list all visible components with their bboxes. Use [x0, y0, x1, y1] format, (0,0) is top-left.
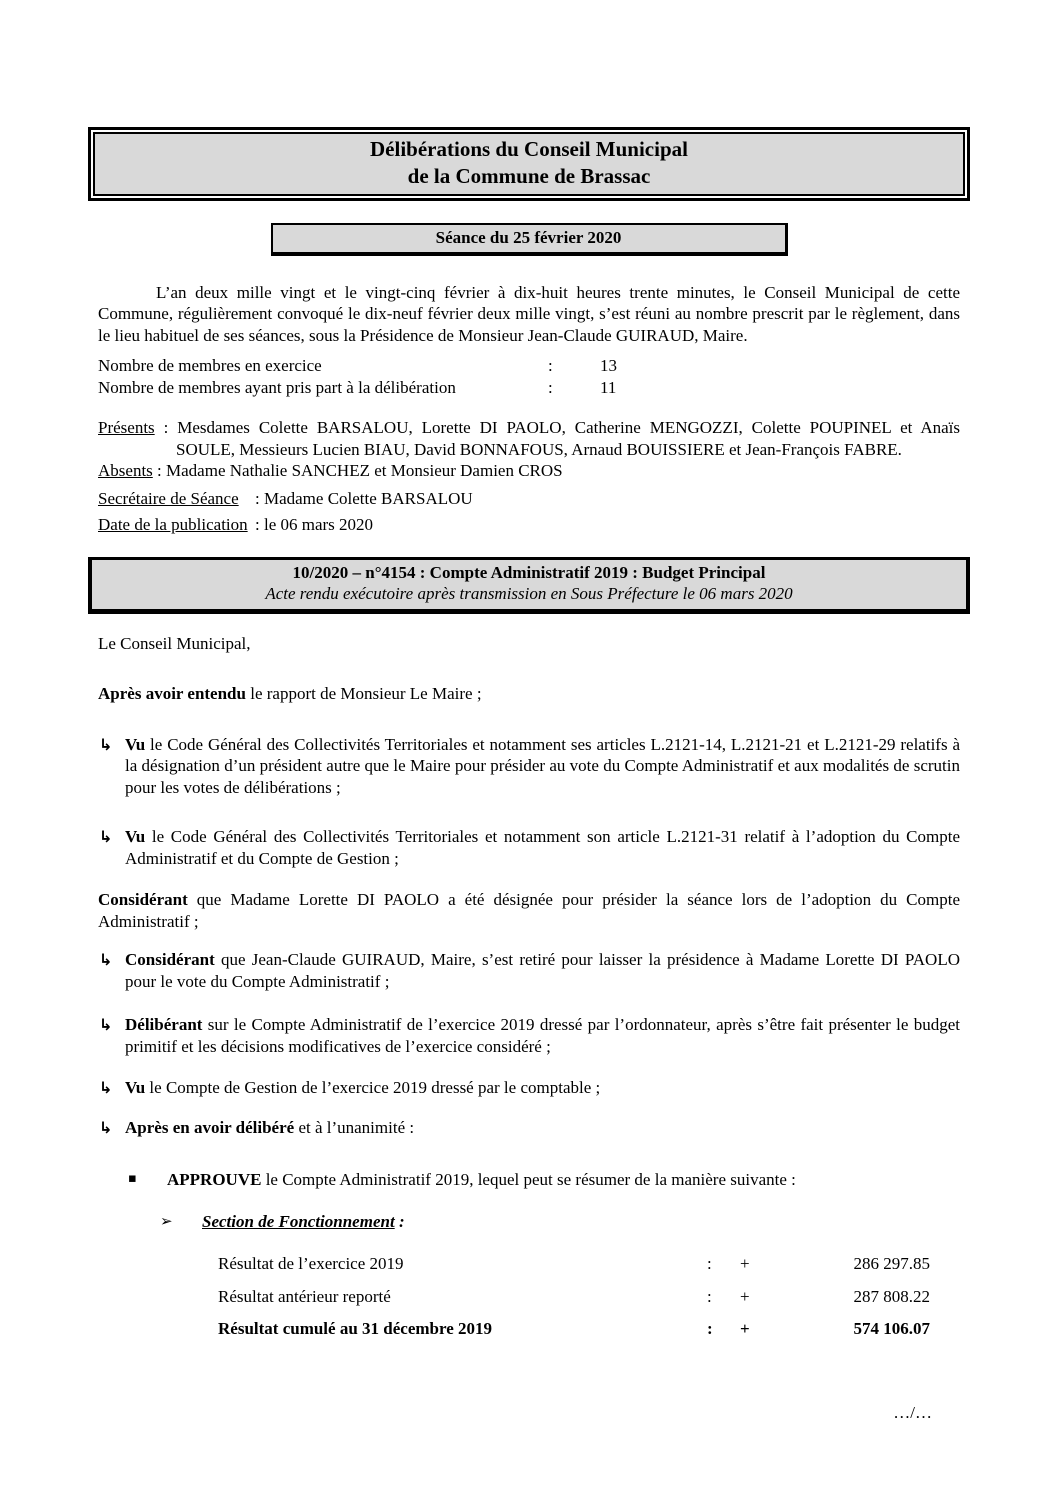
section-suffix: : [394, 1211, 405, 1231]
section-title: Section de Fonctionnement [202, 1211, 395, 1231]
heard-report-clause [98, 683, 960, 705]
members-count-separator: : [548, 356, 553, 375]
continuation-mark: …/… [893, 1402, 932, 1422]
clause-lead: Vu [125, 734, 146, 754]
approve-lead: APPROUVE [167, 1170, 262, 1189]
result-row [98, 1253, 930, 1275]
decision-title-box [88, 557, 970, 614]
officers-block [98, 488, 960, 536]
result-label: Résultat cumulé au 31 décembre 2019 [218, 1319, 493, 1338]
attendance-separator: : [152, 461, 167, 480]
attendance-row-absents [98, 460, 960, 482]
officer-label: Date de la publication [98, 515, 248, 534]
officer-value: : le 06 mars 2020 [255, 515, 374, 534]
opening-line: Le Conseil Municipal, [98, 633, 251, 653]
vu-adoption-clause [98, 826, 960, 869]
attendance-text: Madame Nathalie SANCHEZ et Monsieur Damien CROS [166, 461, 563, 480]
apres-delibere-clause [98, 1117, 960, 1139]
decision-title: 10/2020 – n°4154 : Compte Administratif 2019 : Budget Principal [292, 562, 766, 582]
council-title-inner [93, 132, 965, 196]
considerant-president-clause [98, 889, 960, 932]
return-arrow-icon: ↳ [99, 827, 113, 846]
officer-row-secretary [98, 488, 960, 510]
vu-compte-gestion-clause [98, 1077, 960, 1099]
council-title-line1: Délibérations du Conseil Municipal [370, 137, 688, 161]
vu-articles-clause [98, 734, 960, 799]
council-title-box [88, 127, 970, 201]
deliberant-clause [98, 1014, 960, 1057]
decision-subtitle: Acte rendu exécutoire après transmission en Sous Préfecture le 06 mars 2020 [265, 584, 793, 603]
clause-text: le rapport de Monsieur Le Maire ; [245, 684, 482, 703]
return-arrow-icon: ↳ [99, 1078, 113, 1097]
result-row-total [98, 1318, 930, 1340]
return-arrow-icon: ↳ [99, 1117, 113, 1137]
return-arrow-icon: ↳ [99, 1015, 113, 1034]
clause-text: le Compte de Gestion de l’exercice 2019 dressé par le comptable ; [145, 1078, 601, 1097]
result-amount: 574 106.07 [853, 1319, 930, 1338]
attendance-text: Mesdames Colette BARSALOU, Lorette DI PAOLO, Catherine MENGOZZI, Colette POUPINEL et Anaïs SOULE, Messieurs Lucien BIAU, David BONNAFOUS, Arnaud BOUISSIERE et Jean-François FABRE. [176, 418, 960, 459]
clause-lead: Considérant [98, 890, 188, 909]
members-count-value: 13 [600, 356, 617, 375]
return-arrow-icon: ↳ [99, 950, 113, 969]
attendance-separator: : [154, 418, 178, 437]
arrowhead-bullet-icon: ➢ [160, 1211, 173, 1230]
members-count-value: 11 [600, 377, 617, 397]
considerant-retrait-clause [98, 949, 960, 992]
results-table [98, 1253, 930, 1340]
session-box [271, 223, 788, 256]
square-bullet-icon: ▪ [128, 1171, 137, 1186]
return-arrow-icon: ↳ [99, 734, 113, 754]
section-heading [98, 1211, 960, 1233]
members-count-row [98, 377, 960, 399]
clause-text: le Code Général des Collectivités Territoriales et notamment ses articles L.2121-14, L.2121-21 et L.2121-29 relatifs à la désignation d’un président autre que le Maire pour présider au vote du Compte Administratif et aux modalités de scrutin pour les votes de délibérations ; [125, 734, 960, 797]
result-separator: : [707, 1254, 712, 1273]
council-title-line2: de la Commune de Brassac [407, 164, 651, 188]
officer-label: Secrétaire de Séance [98, 488, 239, 508]
clause-lead: Vu [125, 1078, 146, 1097]
result-sign: + [740, 1286, 750, 1306]
attendance-label: Présents [98, 418, 155, 437]
clause-text: et à l’unanimité : [294, 1117, 415, 1137]
attendance-row-presents [98, 417, 960, 460]
attendance-label: Absents [98, 461, 153, 480]
result-label: Résultat antérieur reporté [218, 1286, 391, 1306]
clause-lead: Délibérant [125, 1015, 203, 1034]
result-row [98, 1286, 930, 1308]
clause-text: que Madame Lorette DI PAOLO a été désignée pour présider la séance lors de l’adoption du Compte Administratif ; [98, 890, 960, 931]
members-count-separator: : [548, 377, 553, 397]
intro-paragraph: L’an deux mille vingt et le vingt-cinq février à dix-huit heures trente minutes, le Conseil Municipal de cette Commune, régulièrement convoqué le dix-neuf février deux mille vingt, s’est réuni au nombre prescrit par le règlement, dans le lieu habituel de ses séances, sous la Présidence de Monsieur Jean-Claude GUIRAUD, Maire. [98, 282, 960, 345]
result-label: Résultat de l’exercice 2019 [218, 1254, 404, 1273]
clause-text: le Code Général des Collectivités Territoriales et notamment son article L.2121-31 relatif à l’adoption du Compte Administratif et du Compte de Gestion ; [125, 827, 960, 868]
officer-row-publication-date [98, 514, 960, 536]
result-separator: : [707, 1319, 713, 1338]
approve-text: le Compte Administratif 2019, lequel peut se résumer de la manière suivante : [261, 1170, 796, 1189]
result-amount: 286 297.85 [853, 1254, 930, 1273]
result-amount: 287 808.22 [853, 1286, 930, 1306]
officer-value: : Madame Colette BARSALOU [255, 488, 473, 508]
clause-lead: Après avoir entendu [98, 684, 246, 703]
clause-lead: Vu [125, 827, 146, 846]
members-count-row [98, 355, 960, 377]
members-count-label: Nombre de membres en exercice [98, 356, 322, 375]
attendance-block [98, 417, 960, 482]
approve-item [98, 1169, 960, 1191]
clause-text: que Jean-Claude GUIRAUD, Maire, s’est retiré pour laisser la présidence à Madame Lorette DI PAOLO pour le vote du Compte Administratif ; [125, 950, 960, 991]
clause-lead: Considérant [125, 950, 215, 969]
members-count-label: Nombre de membres ayant pris part à la délibération [98, 377, 456, 397]
session-title: Séance du 25 février 2020 [435, 228, 622, 247]
clause-lead: Après en avoir délibéré [125, 1117, 295, 1137]
result-sign: + [740, 1319, 750, 1338]
members-count-block [98, 355, 960, 398]
result-separator: : [707, 1286, 712, 1306]
result-sign: + [740, 1254, 750, 1273]
clause-text: sur le Compte Administratif de l’exercice 2019 dressé par l’ordonnateur, après s’être fait présenter le budget primitif et les décisions modificatives de l’exercice considéré ; [125, 1015, 960, 1056]
